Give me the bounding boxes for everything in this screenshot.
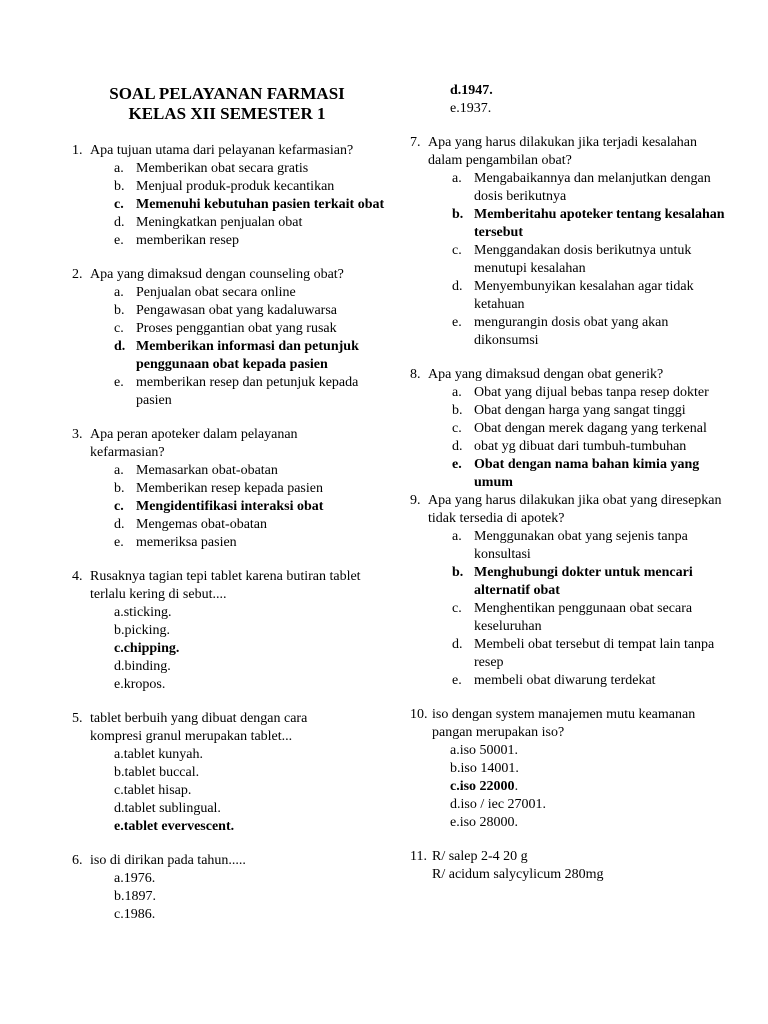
question-number: 9. (410, 493, 421, 508)
option-d: d. Menyembunyikan kesalahan agar tidak ketahuan (452, 279, 694, 312)
question-number: 7. (410, 135, 421, 150)
option-c-answer: c. Mengidentifikasi interaksi obat (114, 499, 324, 514)
option-b: b. Memberikan resep kepada pasien (114, 481, 323, 496)
question-9 (410, 492, 730, 690)
option-a: a. Menggunakan obat yang sejenis tanpa konsultasi (452, 529, 688, 562)
option-a: a.1976. (114, 871, 156, 886)
option-e: e. membeli obat diwarung terdekat (452, 673, 656, 688)
question-number: 11. (410, 849, 427, 864)
question-1 (72, 142, 390, 250)
option-a: a.tablet kunyah. (114, 747, 204, 762)
question-11 (410, 848, 730, 884)
option-a: a. Mengabaikannya dan melanjutkan dengan dosis berikutnya (452, 171, 711, 204)
question-text: iso dengan system manajemen mutu keamanan pangan merupakan iso? (432, 707, 696, 740)
question-text: iso di dirikan pada tahun..... (90, 853, 246, 868)
question-number: 4. (72, 569, 83, 584)
question-number: 6. (72, 853, 83, 868)
question-text: Apa yang harus dilakukan jika terjadi kesalahan dalam pengambilan obat? (428, 135, 698, 168)
option-a: a. Obat yang dijual bebas tanpa resep dokter (452, 385, 709, 400)
option-e: e.kropos. (114, 677, 166, 692)
option-e-answer: e.tablet evervescent. (114, 819, 235, 834)
option-e: e. memberikan resep dan petunjuk kepada pasien (114, 375, 359, 408)
option-b: b.iso 14001. (450, 761, 519, 776)
option-b: b. Pengawasan obat yang kadaluwarsa (114, 303, 337, 318)
question-text: tablet berbuih yang dibuat dengan cara kompresi granul merupakan tablet... (90, 711, 308, 744)
question-2 (72, 266, 390, 410)
question-3 (72, 426, 390, 552)
option-d: d.tablet sublingual. (114, 801, 221, 816)
question-6-continued (450, 82, 730, 118)
option-c-answer: c. Memenuhi kebutuhan pasien terkait obat (114, 197, 385, 212)
title-line-2: KELAS XII SEMESTER 1 (128, 104, 326, 123)
option-b-answer: b. Menghubungi dokter untuk mencari alternatif obat (452, 565, 693, 598)
option-c: c.1986. (114, 907, 156, 922)
option-c-answer: c.iso 22000. (450, 779, 519, 794)
option-c: c. Menghentikan penggunaan obat secara keseluruhan (452, 601, 693, 634)
question-8 (410, 366, 730, 492)
option-d: d. Membeli obat tersebut di tempat lain tanpa resep (452, 637, 715, 670)
left-column (72, 0, 390, 924)
option-e: e. mengurangin dosis obat yang akan dikonsumsi (452, 315, 669, 348)
prescription-line-2: R/ acidum salycylicum 280mg (432, 867, 604, 882)
question-text: Apa peran apoteker dalam pelayanan kefarmasian? (90, 427, 298, 460)
option-d-answer: d. Memberikan informasi dan petunjuk penggunaan obat kepada pasien (114, 339, 359, 372)
question-text: Apa tujuan utama dari pelayanan kefarmasian? (90, 143, 354, 158)
question-7 (410, 134, 730, 350)
option-b: b. Obat dengan harga yang sangat tinggi (452, 403, 686, 418)
option-b: b.picking. (114, 623, 170, 638)
option-b: b.tablet buccal. (114, 765, 200, 780)
question-4 (72, 568, 390, 694)
option-a: a.sticking. (114, 605, 172, 620)
option-c: c. Obat dengan merek dagang yang terkenal (452, 421, 707, 436)
option-b: b.1897. (114, 889, 156, 904)
option-e: e. memeriksa pasien (114, 535, 237, 550)
option-e-answer: e. Obat dengan nama bahan kimia yang umum (452, 457, 700, 490)
option-e: e.1937. (450, 101, 492, 116)
option-a: a.iso 50001. (450, 743, 519, 758)
option-d: d. obat yg dibuat dari tumbuh-tumbuhan (452, 439, 687, 454)
question-number: 2. (72, 267, 83, 282)
question-10 (410, 706, 730, 832)
prescription-line-1: R/ salep 2-4 20 g (432, 849, 528, 864)
question-number: 3. (72, 427, 83, 442)
question-number: 5. (72, 711, 83, 726)
question-text: Apa yang dimaksud dengan counseling obat? (90, 267, 344, 282)
right-column (410, 0, 730, 884)
option-c: c. Proses penggantian obat yang rusak (114, 321, 337, 336)
option-c: c.tablet hisap. (114, 783, 192, 798)
option-b: b. Menjual produk-produk kecantikan (114, 179, 335, 194)
option-e: e.iso 28000. (450, 815, 519, 830)
option-b-answer: b. Memberitahu apoteker tentang kesalahan tersebut (452, 207, 725, 240)
option-d-answer: d.1947. (450, 83, 493, 98)
option-d: d.binding. (114, 659, 171, 674)
question-number: 8. (410, 367, 421, 382)
question-text: Apa yang dimaksud dengan obat generik? (428, 367, 664, 382)
option-a: a. Memberikan obat secara gratis (114, 161, 309, 176)
title-line-1: SOAL PELAYANAN FARMASI (109, 84, 345, 103)
option-d: d. Meningkatkan penjualan obat (114, 215, 303, 230)
question-text: Rusaknya tagian tepi tablet karena butiran tablet terlalu kering di sebut.... (90, 569, 361, 602)
option-d: d.iso / iec 27001. (450, 797, 547, 812)
question-text: Apa yang harus dilakukan jika obat yang diresepkan tidak tersedia di apotek? (428, 493, 722, 526)
question-number: 1. (72, 143, 83, 158)
option-c: c. Menggandakan dosis berikutnya untuk menutupi kesalahan (452, 243, 692, 276)
option-a: a. Penjualan obat secara online (114, 285, 296, 300)
question-5 (72, 710, 390, 836)
question-number: 10. (410, 707, 428, 722)
option-e: e. memberikan resep (114, 233, 240, 248)
option-c-answer: c.chipping. (114, 641, 180, 656)
option-a: a. Memasarkan obat-obatan (114, 463, 278, 478)
document-title (62, 84, 390, 124)
question-6 (72, 852, 390, 924)
option-d: d. Mengemas obat-obatan (114, 517, 268, 532)
